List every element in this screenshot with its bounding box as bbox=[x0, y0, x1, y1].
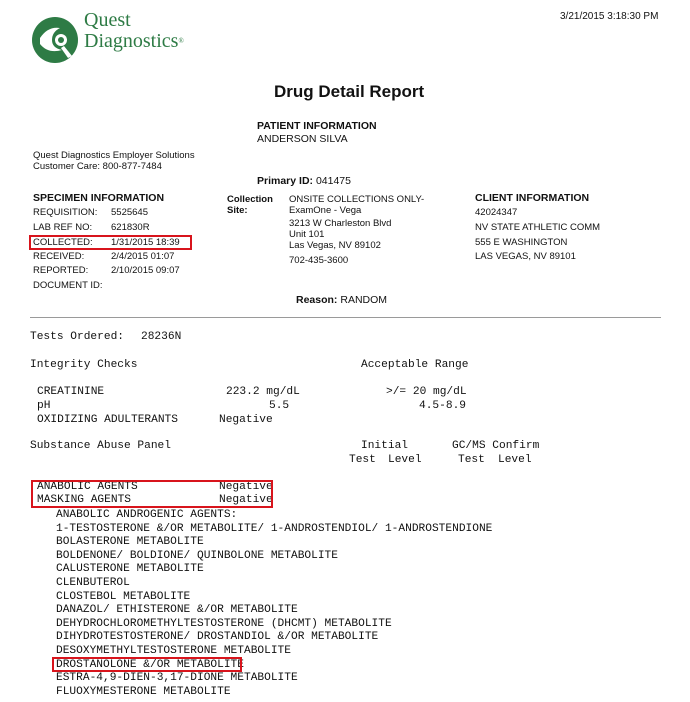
specimen-value: 2/10/2015 09:07 bbox=[111, 265, 180, 276]
integrity-result: 5.5 bbox=[269, 400, 290, 412]
list-item: ESTRA-4,9-DIEN-3,17-DIONE METABOLITE bbox=[56, 672, 298, 685]
integrity-name: CREATININE bbox=[37, 386, 105, 398]
collection-line: ExamOne - Vega bbox=[289, 205, 362, 216]
page-title: Drug Detail Report bbox=[274, 82, 425, 101]
panel-name: ANABOLIC AGENTS bbox=[37, 481, 138, 493]
list-item: BOLASTERONE METABOLITE bbox=[56, 536, 204, 549]
reason bbox=[296, 294, 387, 306]
integrity-range: 4.5-8.9 bbox=[419, 400, 466, 412]
list-item: CLOSTEBOL METABOLITE bbox=[56, 590, 191, 603]
collection-label: Collection bbox=[227, 194, 273, 205]
collection-phone: 702-435-3600 bbox=[289, 255, 349, 266]
integrity-heading: Integrity Checks bbox=[30, 359, 138, 371]
logo-registered-mark: ® bbox=[178, 37, 184, 45]
panel-highlight bbox=[31, 480, 273, 508]
list-item: ANABOLIC ANDROGENIC AGENTS: bbox=[56, 509, 238, 521]
reason-value: RANDOM bbox=[340, 294, 388, 306]
tests-ordered-value: 28236N bbox=[141, 331, 182, 343]
collection-site-label: Site: bbox=[227, 205, 248, 216]
collection-line: 3213 W Charleston Blvd bbox=[289, 218, 392, 229]
integrity-result: 223.2 mg/dL bbox=[226, 386, 300, 398]
specimen-label: DOCUMENT ID: bbox=[33, 280, 103, 291]
patient-heading: PATIENT INFORMATION bbox=[257, 120, 377, 132]
tests-ordered-label: Tests Ordered: bbox=[30, 331, 124, 343]
integrity-name: OXIDIZING ADULTERANTS bbox=[37, 414, 178, 426]
section-divider bbox=[30, 317, 661, 318]
integrity-name: pH bbox=[37, 400, 51, 412]
client-line: NV STATE ATHLETIC COMM bbox=[475, 222, 601, 233]
panel-result: Negative bbox=[219, 494, 273, 506]
list-item: DEHYDROCHLOROMETHYLTESTOSTERONE (DHCMT) METABOLITE bbox=[56, 617, 392, 630]
report-timestamp: 3/21/2015 3:18:30 PM bbox=[560, 11, 659, 22]
reason-label: Reason: bbox=[296, 294, 338, 306]
integrity-result: Negative bbox=[219, 414, 273, 426]
primary-id-label: Primary ID: bbox=[257, 175, 314, 187]
panel-name: MASKING AGENTS bbox=[37, 494, 131, 506]
initial-level-heading: Level bbox=[388, 454, 422, 466]
collection-line: Las Vegas, NV 89102 bbox=[289, 240, 381, 251]
logo-line-2: Diagnostics bbox=[84, 30, 179, 52]
gcms-test-heading: Test bbox=[458, 454, 485, 466]
specimen-value: 5525645 bbox=[111, 207, 148, 218]
initial-heading: Initial bbox=[361, 440, 408, 452]
range-heading: Acceptable Range bbox=[361, 359, 469, 371]
list-item: DIHYDROTESTOSTERONE/ DROSTANDIOL &/OR METABOLITE bbox=[56, 631, 379, 644]
client-heading: CLIENT INFORMATION bbox=[475, 192, 590, 204]
specimen-label: RECEIVED: bbox=[33, 251, 85, 262]
primary-id bbox=[257, 175, 351, 187]
client-line: 42024347 bbox=[475, 207, 518, 218]
lab-name: Quest Diagnostics Employer Solutions bbox=[33, 150, 195, 161]
specimen-label: LAB REF NO: bbox=[33, 222, 93, 233]
specimen-heading: SPECIMEN INFORMATION bbox=[33, 192, 165, 204]
panel-heading: Substance Abuse Panel bbox=[30, 440, 171, 452]
list-item: DROSTANOLONE &/OR METABOLITE bbox=[56, 658, 244, 671]
list-item: BOLDENONE/ BOLDIONE/ QUINBOLONE METABOLITE bbox=[56, 549, 338, 562]
specimen-label: REPORTED: bbox=[33, 265, 89, 276]
drostanolone-highlight bbox=[52, 657, 242, 672]
specimen-value: 2/4/2015 01:07 bbox=[111, 251, 175, 262]
specimen-label: COLLECTED: bbox=[33, 237, 93, 248]
collected-highlight bbox=[29, 235, 192, 250]
initial-test-heading: Test bbox=[349, 454, 376, 466]
list-item: 1-TESTOSTERONE &/OR METABOLITE/ 1-ANDROSTENDIOL/ 1-ANDROSTENDIONE bbox=[56, 522, 493, 535]
gcms-heading: GC/MS Confirm bbox=[452, 440, 540, 452]
client-line: LAS VEGAS, NV 89101 bbox=[475, 251, 576, 262]
panel-result: Negative bbox=[219, 481, 273, 493]
integrity-range: >/= 20 mg/dL bbox=[386, 386, 467, 398]
specimen-value: 621830R bbox=[111, 222, 150, 233]
collection-line: ONSITE COLLECTIONS ONLY- bbox=[289, 194, 425, 205]
logo-line-1: Quest bbox=[84, 9, 131, 31]
patient-name: ANDERSON SILVA bbox=[257, 133, 348, 145]
list-item: CLENBUTEROL bbox=[56, 577, 130, 589]
specimen-value: 1/31/2015 18:39 bbox=[111, 237, 180, 248]
specimen-label: REQUISITION: bbox=[33, 207, 98, 218]
list-item: CALUSTERONE METABOLITE bbox=[56, 563, 204, 576]
client-line: 555 E WASHINGTON bbox=[475, 237, 568, 248]
customer-care: Customer Care: 800-877-7484 bbox=[33, 161, 162, 172]
primary-id-value: 041475 bbox=[315, 175, 351, 187]
logo-wordmark bbox=[84, 10, 184, 52]
list-item: DANAZOL/ ETHISTERONE &/OR METABOLITE bbox=[56, 604, 298, 617]
collection-line: Unit 101 bbox=[289, 229, 325, 240]
list-item: FLUOXYMESTERONE METABOLITE bbox=[56, 685, 231, 698]
gcms-level-heading: Level bbox=[498, 454, 532, 466]
quest-logo-icon bbox=[30, 14, 80, 66]
list-item: DESOXYMETHYLTESTOSTERONE METABOLITE bbox=[56, 645, 291, 657]
